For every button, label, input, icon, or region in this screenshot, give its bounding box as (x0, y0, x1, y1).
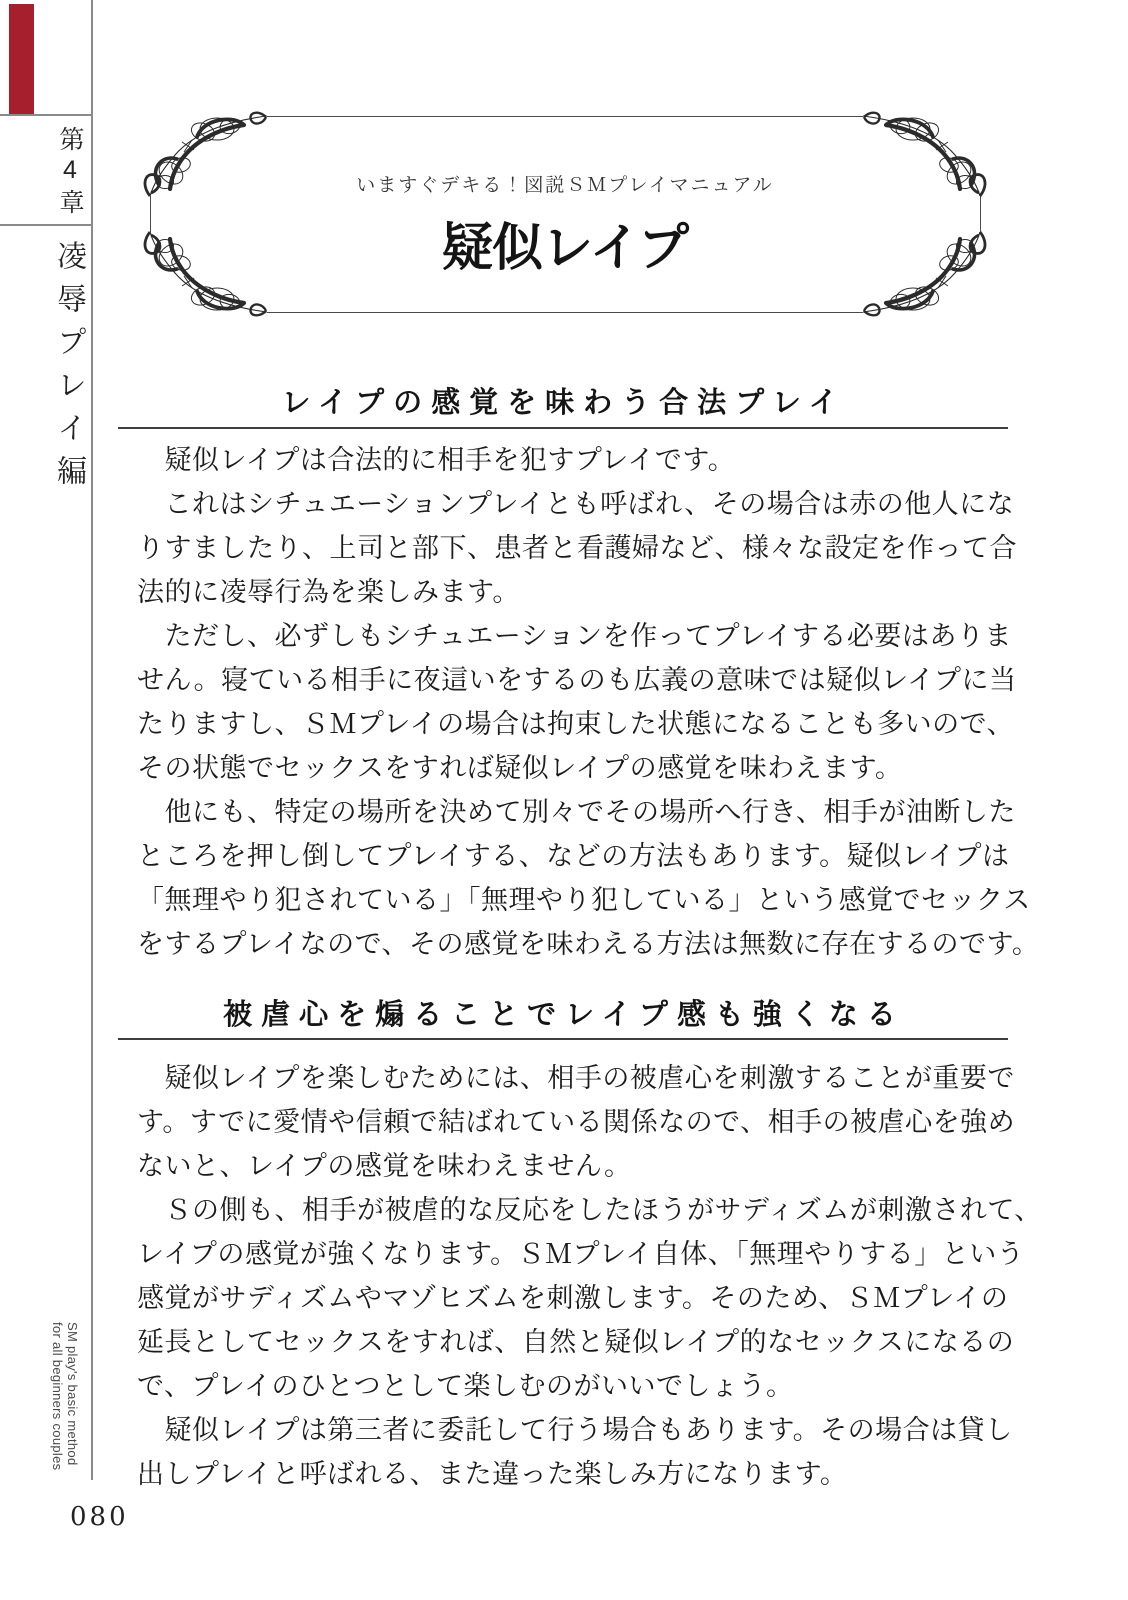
section-1-body (137, 438, 1040, 966)
frame-top-line (267, 116, 863, 117)
body-line: 「無理やり犯されている」「無理やり犯している」という感覚でセックス (137, 885, 1031, 915)
flourish-top-left-icon (140, 112, 268, 198)
sidebar-rule-top (0, 114, 92, 116)
body-line: その状態でセックスをすれば疑似レイプの感覚を味わえます。 (137, 753, 903, 783)
body-line: これはシチュエーションプレイとも呼ばれ、その場合は赤の他人にな (137, 489, 1015, 519)
series-subtitle: いますぐデキる！図説ＳＭプレイマニュアル (356, 175, 774, 196)
body-line: をするプレイなので、その感覚を味わえる方法は無数に存在するのです。 (137, 929, 1040, 959)
body-line: ないと、レイプの感覚を味わえません。 (137, 1151, 632, 1181)
body-line: たりますし、ＳＭプレイの場合は拘束した状態になることも多いので、 (137, 709, 1015, 739)
body-line: 疑似レイプは第三者に委託して行う場合もあります。その場合は貸し (137, 1415, 1013, 1445)
chapter-edge-tab (9, 4, 34, 114)
body-line: せん。寝ている相手に夜這いをするのも広義の意味では疑似レイプに当 (137, 665, 1017, 695)
body-line: す。すでに愛情や信頼で結ばれている関係なので、相手の被虐心を強め (137, 1107, 1016, 1137)
body-line: 延長としてセックスをすれば、自然と疑似レイプ的なセックスになるの (137, 1327, 1015, 1357)
body-line: Ｓの側も、相手が被虐的な反応をしたほうがサディズムが刺激されて、 (137, 1195, 1042, 1225)
footer-caption-line2: for all beginners couples (50, 1322, 65, 1471)
frame-bottom-line (267, 312, 863, 313)
flourish-top-right-icon (862, 112, 990, 198)
section-2-rule (118, 1038, 1008, 1040)
body-line: 出しプレイと呼ばれる、また違った楽しみ方になります。 (137, 1459, 848, 1489)
frame-right-line (980, 196, 981, 232)
body-line: で、プレイのひとつとして楽しむのがいいでしょう。 (137, 1371, 794, 1401)
section-1-rule (118, 427, 1008, 429)
page-number: 080 (70, 1502, 129, 1532)
section-1-heading: レイプの感覚を味わう合法プレイ (281, 387, 847, 419)
footer-caption-line1: SM play's basic method (65, 1322, 80, 1466)
body-line: ただし、必ずしもシチュエーションを作ってプレイする必要はありま (137, 621, 1012, 651)
body-line: 疑似レイプを楽しむためには、相手の被虐心を刺激することが重要で (137, 1063, 1015, 1093)
body-line: 疑似レイプは合法的に相手を犯すプレイです。 (137, 445, 736, 475)
footer-english-caption (50, 1322, 80, 1474)
section-label: 凌辱プレイ編 (52, 240, 85, 498)
body-line: りすましたり、上司と部下、患者と看護婦など、様々な設定を作って合 (137, 533, 1017, 563)
body-line: レイプの感覚が強くなります。ＳＭプレイ自体、「無理やりする」という (137, 1239, 1025, 1269)
page-title: 疑似レイプ (442, 219, 688, 276)
section-2-heading: 被虐心を煽ることでレイプ感も強くなる (223, 999, 905, 1031)
body-line: 感覚がサディズムやマゾヒズムを刺激します。そのため、ＳＭプレイの (137, 1283, 1009, 1313)
body-line: 他にも、特定の場所を決めて別々でその場所へ行き、相手が油断した (137, 797, 1016, 827)
sidebar-divider-line (91, 0, 93, 1480)
chapter-label: 第4章 (56, 126, 84, 219)
sidebar-rule-bottom (0, 224, 92, 226)
body-line: ところを押し倒してプレイする、などの方法もあります。疑似レイプは (137, 841, 1010, 871)
body-line: 法的に凌辱行為を楽しみます。 (137, 577, 520, 607)
section-2-body (137, 1056, 1042, 1496)
